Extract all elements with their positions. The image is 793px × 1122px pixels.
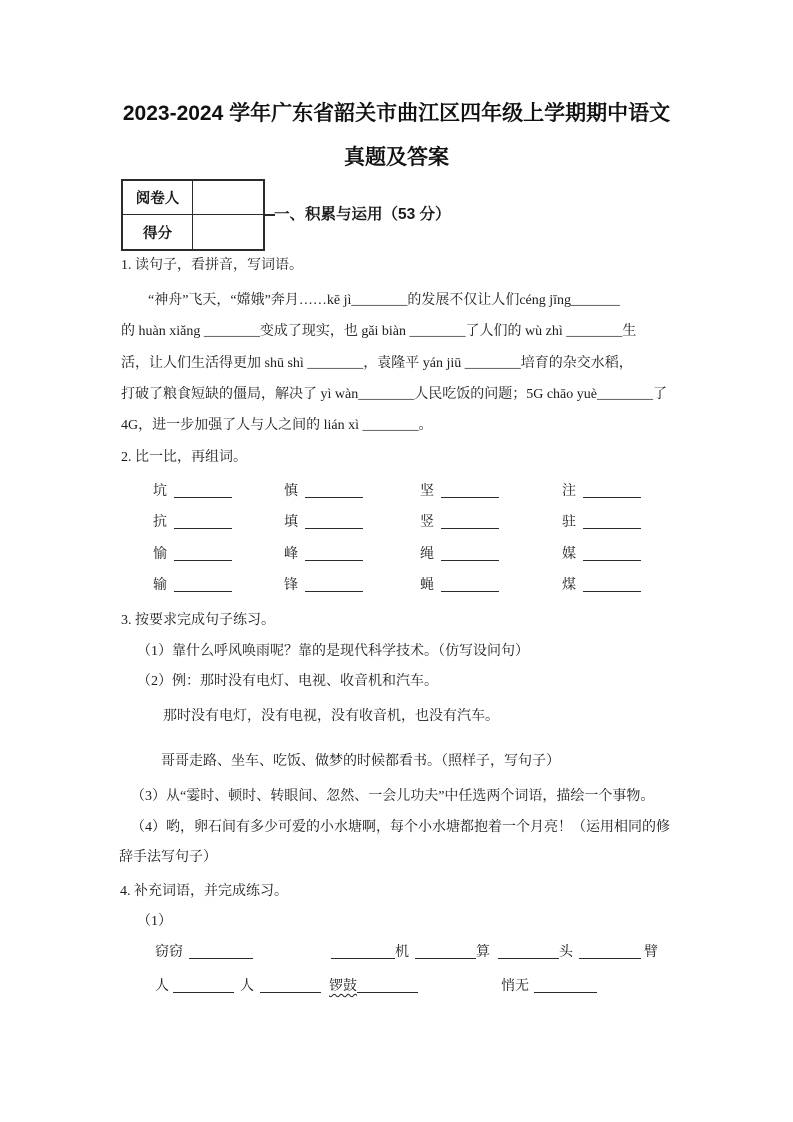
page-title-line1: 2023-2024 学年广东省韶关市曲江区四年级上学期期中语文 [122,102,671,125]
answer-blank [305,484,363,498]
answer-blank [173,979,234,993]
q2-cell [153,546,232,563]
score-table [121,179,265,251]
q3-item-1: （1）靠什么呼风唤雨呢？靠的是现代科学技术。（仿写设问句） [137,644,529,659]
grader-label: 阅卷人 [123,181,193,215]
q4-word: 人 [155,979,169,994]
answer-blank [534,979,597,993]
q2-cell-char: 锋 [284,578,298,593]
q2-cell-char: 媒 [562,547,576,562]
answer-blank [441,547,499,561]
answer-blank [441,578,499,592]
q3-item-2: （2）例：那时没有电灯、电视、收音机和汽车。 [137,674,438,689]
q2-cell-char: 坚 [420,484,434,499]
q2-cell [153,577,232,594]
grader-value-cell [193,181,263,215]
answer-blank [260,979,321,993]
q2-cell [284,483,363,500]
q4-word: 机 [395,945,409,960]
answer-blank [583,578,641,592]
q1-text-line: 打破了粮食短缺的僵局，解决了 yì wàn________人民吃饭的问题；5G chāo yuè________了 [121,387,667,402]
q3-item-3: （3）从“霎时、顿时、转眼间、忽然、一会儿功夫”中任选两个词语，描绘一个事物。 [131,789,655,804]
q2-cell [562,546,641,563]
q2-cell-char: 驻 [562,515,576,530]
q2-cell [420,483,499,500]
q2-cell [562,577,641,594]
answer-blank [498,945,559,959]
q4-sub-item-1-label: （1） [137,914,172,929]
q1-text-line: “神舟”飞天，“嫦娥”奔月……kē jì________的发展不仅让人们céng jīng_______ [148,293,621,308]
page-title-line2: 真题及答案 [344,146,449,169]
q2-cell [420,546,499,563]
answer-blank [415,945,476,959]
q4-fill-row-1 [155,944,658,961]
answer-blank [331,945,395,959]
answer-blank [305,515,363,529]
q4-word: 臂 [644,945,658,960]
answer-blank [305,578,363,592]
answer-blank [583,484,641,498]
q4-word: 窃窃 [155,945,183,960]
score-value-cell [193,215,263,249]
q1-text-line: 4G，进一步加强了人与人之间的 lián xì ________。 [121,418,433,433]
q2-cell [284,577,363,594]
q2-cell-char: 输 [153,578,167,593]
q3-item-2-model-sentence: 哥哥走路、坐车、吃饭、做梦的时候都看书。（照样子，写句子） [161,754,560,769]
q2-cell-char: 煤 [562,578,576,593]
answer-blank [174,484,232,498]
score-label: 得分 [123,215,193,249]
q3-item-4-line2: 辞手法写句子） [119,850,217,865]
q2-cell [284,546,363,563]
q2-cell [562,483,641,500]
q4-word: 人 [240,979,254,994]
answer-blank [583,547,641,561]
q1-text-line: 的 huàn xiǎng ________变成了现实，也 gǎi biàn ________了人们的 wù zhì ________生 [121,324,637,339]
answer-blank [305,547,363,561]
answer-blank [583,515,641,529]
q2-cell [153,514,232,531]
answer-blank [357,979,418,993]
q2-title: 2. 比一比，再组词。 [121,450,247,465]
q2-cell [420,577,499,594]
q4-word: 头 [559,945,573,960]
q2-cell-char: 峰 [284,547,298,562]
answer-blank [174,547,232,561]
q1-text-line: 活，让人们生活得更加 shū shì ________，袁隆平 yán jiū ________培育的杂交水稻， [121,356,633,371]
q4-word-luogu: 锣鼓 [329,979,357,994]
answer-blank [174,515,232,529]
answer-blank [441,515,499,529]
q2-cell [420,514,499,531]
q2-cell-char: 慎 [284,484,298,499]
q2-cell [284,514,363,531]
q4-word: 算 [476,945,490,960]
q2-cell-char: 绳 [420,547,434,562]
q3-item-4-line1: （4）哟，卵石间有多少可爱的小水塘啊，每个小水塘都抱着一个月亮！（运用相同的修 [131,820,670,835]
q2-cell [562,514,641,531]
q1-title: 1. 读句子，看拼音，写词语。 [121,258,303,273]
answer-blank [174,578,232,592]
q3-item-2-rewrite: 那时没有电灯，没有电视，没有收音机，也没有汽车。 [163,709,499,724]
q2-cell-char: 坑 [153,484,167,499]
q4-fill-row-2 [155,978,597,995]
q4-title: 4. 补充词语，并完成练习。 [120,884,288,899]
q2-cell [153,483,232,500]
answer-blank [189,945,253,959]
q2-cell-char: 竖 [420,515,434,530]
section1-heading: 一、积累与运用（53 分） [274,206,451,223]
q2-cell-char: 填 [284,515,298,530]
q3-title: 3. 按要求完成句子练习。 [121,613,275,628]
q2-cell-char: 抗 [153,515,167,530]
q2-cell-char: 愉 [153,547,167,562]
q2-cell-char: 注 [562,484,576,499]
q4-word: 悄无 [501,979,529,994]
q2-cell-char: 蝇 [420,578,434,593]
answer-blank [579,945,641,959]
answer-blank [441,484,499,498]
